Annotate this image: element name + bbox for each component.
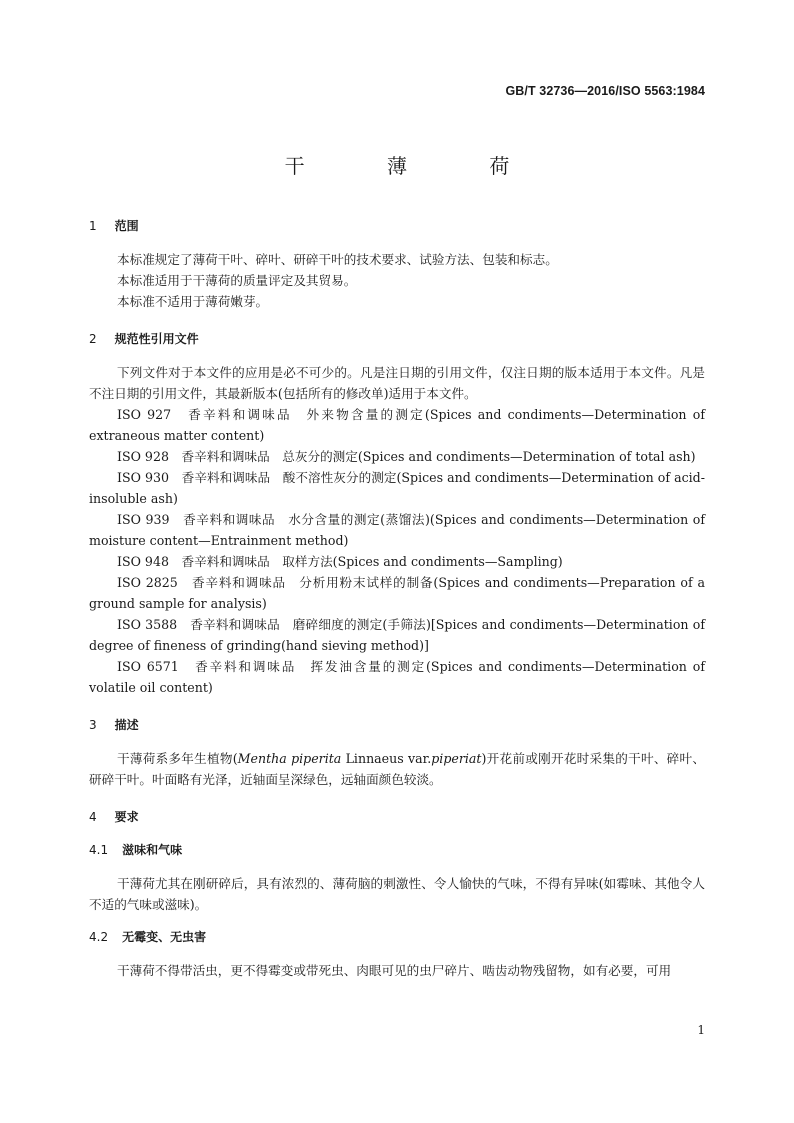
reference-item: ISO 2825 香辛料和调味品 分析用粉末试样的制备(Spices and condiments—Preparation of a ground sample for analysis) bbox=[89, 575, 705, 611]
page-number: 1 bbox=[697, 1023, 705, 1037]
section-title: 范围 bbox=[114, 219, 139, 233]
subsection-title: 无霉变、无虫害 bbox=[122, 930, 207, 944]
document-title: 干 薄 荷 bbox=[284, 154, 548, 178]
document-body bbox=[89, 216, 705, 981]
description-paragraph bbox=[89, 748, 705, 790]
reference-item: ISO 930 香辛料和调味品 酸不溶性灰分的测定(Spices and condiments—Determination of acid-insoluble ash) bbox=[89, 470, 705, 506]
section-heading-normative-references bbox=[89, 329, 705, 350]
section-number: 1 bbox=[89, 219, 97, 233]
text-segment: Linnaeus var. bbox=[341, 751, 432, 766]
reference-item: ISO 948 香辛料和调味品 取样方法(Spices and condiments—Sampling) bbox=[117, 554, 563, 569]
subsection-heading-taste-odour bbox=[89, 840, 705, 861]
paragraph: 干薄荷不得带活虫，更不得霉变或带死虫、肉眼可见的虫尸碎片、啮齿动物残留物，如有必要，可用 bbox=[117, 963, 672, 978]
subsection-number: 4.1 bbox=[89, 843, 109, 857]
standard-code: GB/T 32736—2016/ISO 5563:1984 bbox=[505, 84, 705, 98]
section-heading-requirements bbox=[89, 807, 705, 828]
reference-item: ISO 939 香辛料和调味品 水分含量的测定(蒸馏法)(Spices and condiments—Determination of moisture content—Entrainment method) bbox=[89, 512, 705, 548]
reference-item: ISO 928 香辛料和调味品 总灰分的测定(Spices and condiments—Determination of total ash) bbox=[117, 449, 696, 464]
section-title: 描述 bbox=[114, 718, 139, 732]
paragraph: 本标准适用于干薄荷的质量评定及其贸易。 bbox=[117, 273, 357, 288]
section-number: 4 bbox=[89, 810, 97, 824]
paragraph: 干薄荷尤其在刚研碎后，具有浓烈的、薄荷脑的刺激性、令人愉快的气味，不得有异味(如霉味、其他令人不适的气味或滋味)。 bbox=[89, 876, 705, 912]
reference-item: ISO 3588 香辛料和调味品 磨碎细度的测定(手筛法)[Spices and condiments—Determination of degree of fineness of grinding(hand sieving method)] bbox=[89, 617, 705, 653]
section-heading-description bbox=[89, 715, 705, 736]
latin-species-name: Mentha piperita bbox=[237, 751, 342, 766]
paragraph: 本标准不适用于薄荷嫩芽。 bbox=[117, 294, 269, 309]
reference-item: ISO 6571 香辛料和调味品 挥发油含量的测定(Spices and condiments—Determination of volatile oil content) bbox=[89, 659, 705, 695]
subsection-heading-freedom-from-mould-insects bbox=[89, 927, 705, 948]
text-segment: )开花前或刚开花时采集的干叶、碎叶、研碎干叶。叶面略有光泽，近轴面呈深绿色，远轴面颜色较淡。 bbox=[89, 751, 705, 787]
latin-variety-name: piperiat bbox=[431, 751, 482, 766]
section-heading-scope bbox=[89, 216, 705, 237]
paragraph: 下列文件对于本文件的应用是必不可少的。凡是注日期的引用文件，仅注日期的版本适用于本文件。凡是不注日期的引用文件，其最新版本(包括所有的修改单)适用于本文件。 bbox=[89, 365, 705, 401]
section-number: 2 bbox=[89, 332, 97, 346]
section-title: 要求 bbox=[114, 810, 139, 824]
section-number: 3 bbox=[89, 718, 97, 732]
paragraph: 本标准规定了薄荷干叶、碎叶、研碎干叶的技术要求、试验方法、包装和标志。 bbox=[117, 252, 558, 267]
subsection-number: 4.2 bbox=[89, 930, 109, 944]
section-title: 规范性引用文件 bbox=[114, 332, 199, 346]
text-segment: 干薄荷系多年生植物( bbox=[117, 751, 238, 766]
subsection-title: 滋味和气味 bbox=[122, 843, 183, 857]
reference-item: ISO 927 香辛料和调味品 外来物含量的测定(Spices and condiments—Determination of extraneous matter content) bbox=[89, 407, 705, 443]
